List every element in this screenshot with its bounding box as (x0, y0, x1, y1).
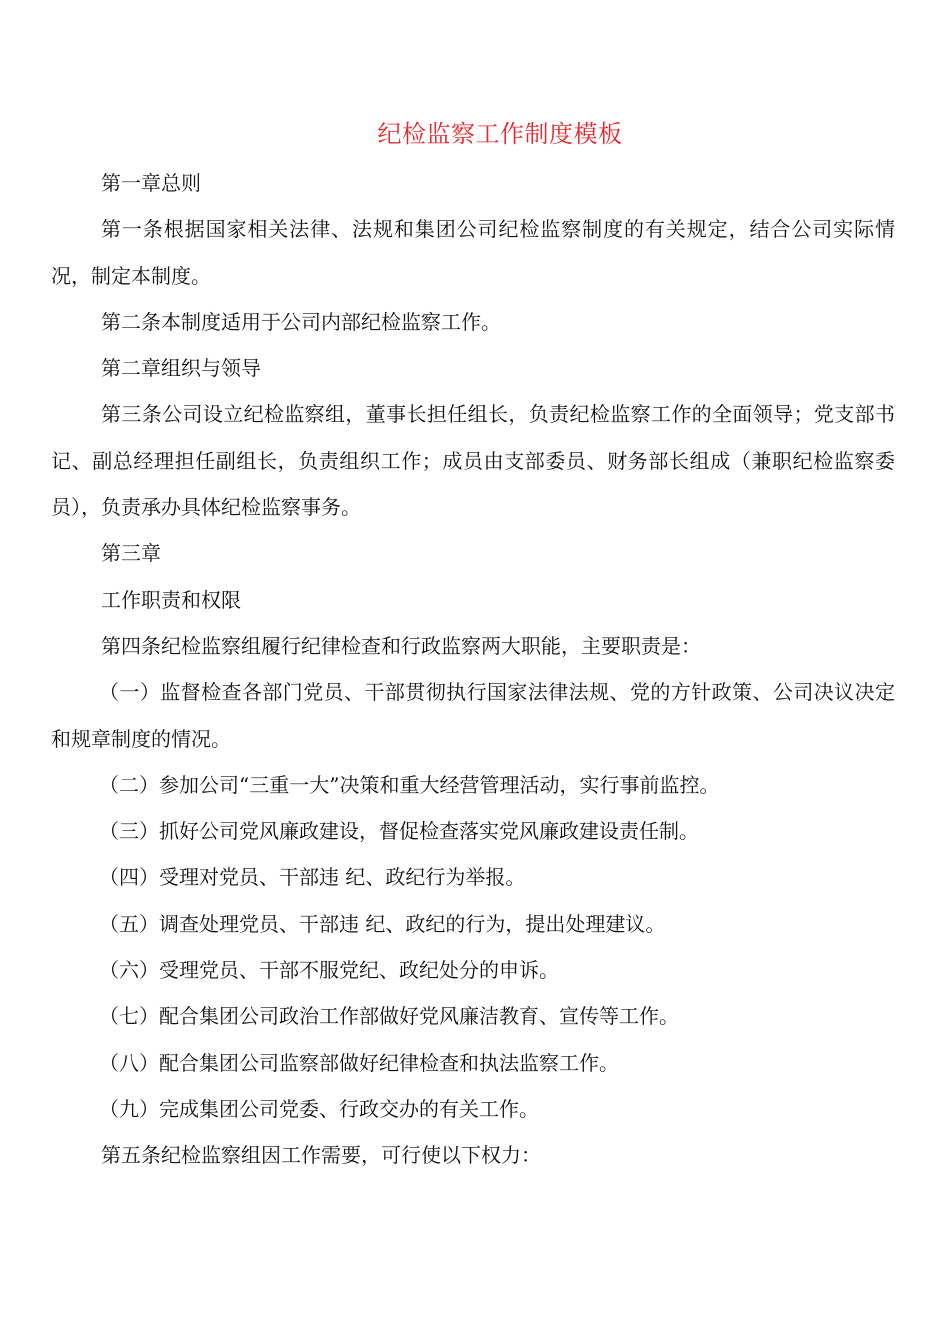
list-item: （一）监督检查各部门党员、干部贯彻执行国家法律法规、党的方针政策、公司决议决定和规章制度的情况。 (51, 680, 895, 751)
chapter-heading: 第三章 (101, 541, 161, 566)
article-paragraph: 第一条根据国家相关法律、法规和集团公司纪检监察制度的有关规定，结合公司实际情况，制定本制度。 (51, 217, 895, 288)
article-paragraph: 第四条纪检监察组履行纪律检查和行政监察两大职能，主要职责是： (101, 633, 701, 658)
list-item: （九）完成集团公司党委、行政交办的有关工作。 (99, 1096, 539, 1121)
chapter-subheading: 工作职责和权限 (101, 587, 241, 612)
list-item: （六）受理党员、干部不服党纪、政纪处分的申诉。 (99, 958, 559, 983)
chapter-heading: 第一章总则 (101, 171, 201, 195)
chapter-heading: 第二章组织与领导 (101, 356, 261, 381)
list-item: （四）受理对党员、干部违 纪、政纪行为举报。 (99, 865, 526, 890)
list-item: （五）调查处理党员、干部违 纪、政纪的行为，提出处理建议。 (99, 911, 666, 936)
list-item: （三）抓好公司党风廉政建设，督促检查落实党风廉政建设责任制。 (99, 819, 699, 844)
article-paragraph: 第五条纪检监察组因工作需要，可行使以下权力： (101, 1143, 541, 1168)
document-body (51, 160, 895, 1179)
list-item: （七）配合集团公司政治工作部做好党风廉洁教育、宣传等工作。 (99, 1004, 679, 1029)
list-item: （二）参加公司“三重一大”决策和重大经营管理活动，实行事前监控。 (99, 772, 720, 797)
article-paragraph: 第二条本制度适用于公司内部纪检监察工作。 (101, 309, 501, 334)
article-paragraph: 第三条公司设立纪检监察组，董事长担任组长，负责纪检监察工作的全面领导；党支部书记、副总经理担任副组长，负责组织工作；成员由支部委员、财务部长组成（兼职纪检监察委员），负责承办具体纪检监察事务。 (51, 402, 895, 520)
document-title: 纪检监察工作制度模板 (377, 120, 623, 148)
list-item: （八）配合集团公司监察部做好纪律检查和执法监察工作。 (99, 1050, 619, 1075)
